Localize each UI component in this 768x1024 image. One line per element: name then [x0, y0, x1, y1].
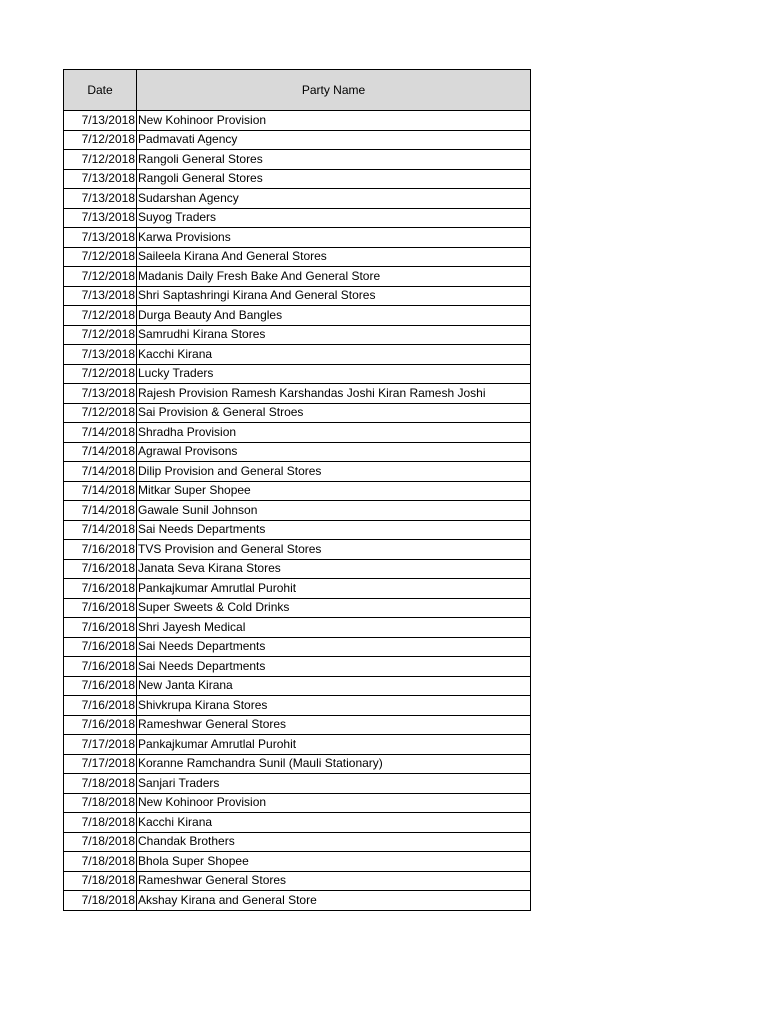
party-name-cell: Samrudhi Kirana Stores [137, 325, 531, 345]
date-cell: 7/14/2018 [64, 481, 137, 501]
date-cell: 7/13/2018 [64, 169, 137, 189]
table-row [64, 774, 531, 794]
date-cell: 7/12/2018 [64, 306, 137, 326]
date-cell: 7/16/2018 [64, 657, 137, 677]
party-name-cell: Pankajkumar Amrutlal Purohit [137, 735, 531, 755]
date-cell: 7/18/2018 [64, 832, 137, 852]
table-body [64, 111, 531, 911]
header-row [64, 70, 531, 111]
party-name-cell: New Janta Kirana [137, 676, 531, 696]
party-name-cell: New Kohinoor Provision [137, 793, 531, 813]
table-row [64, 384, 531, 404]
table-row [64, 481, 531, 501]
party-name-cell: Akshay Kirana and General Store [137, 891, 531, 911]
date-cell: 7/18/2018 [64, 871, 137, 891]
date-cell: 7/12/2018 [64, 267, 137, 287]
table-row [64, 598, 531, 618]
table-row [64, 793, 531, 813]
party-name-cell: Lucky Traders [137, 364, 531, 384]
party-name-cell: Shradha Provision [137, 423, 531, 443]
table-row [64, 442, 531, 462]
table-row [64, 462, 531, 482]
table-row [64, 208, 531, 228]
party-name-cell: Sai Needs Departments [137, 657, 531, 677]
table-row [64, 852, 531, 872]
table-row [64, 891, 531, 911]
party-name-cell: Karwa Provisions [137, 228, 531, 248]
date-cell: 7/16/2018 [64, 715, 137, 735]
date-cell: 7/16/2018 [64, 559, 137, 579]
party-name-cell: Padmavati Agency [137, 130, 531, 150]
party-name-cell: Bhola Super Shopee [137, 852, 531, 872]
date-column-header: Date [64, 70, 137, 111]
party-name-cell: Saileela Kirana And General Stores [137, 247, 531, 267]
party-name-cell: Dilip Provision and General Stores [137, 462, 531, 482]
table-row [64, 540, 531, 560]
date-cell: 7/16/2018 [64, 540, 137, 560]
party-name-cell: Rameshwar General Stores [137, 871, 531, 891]
party-name-cell: Gawale Sunil Johnson [137, 501, 531, 521]
party-name-cell: Madanis Daily Fresh Bake And General Store [137, 267, 531, 287]
table-row [64, 306, 531, 326]
party-name-column-header: Party Name [137, 70, 531, 111]
table-row [64, 189, 531, 209]
date-cell: 7/16/2018 [64, 579, 137, 599]
table-row [64, 637, 531, 657]
date-cell: 7/16/2018 [64, 637, 137, 657]
party-name-cell: Shivkrupa Kirana Stores [137, 696, 531, 716]
party-name-cell: Shri Jayesh Medical [137, 618, 531, 638]
table-row [64, 150, 531, 170]
date-cell: 7/16/2018 [64, 618, 137, 638]
table-row [64, 715, 531, 735]
date-cell: 7/12/2018 [64, 364, 137, 384]
date-cell: 7/13/2018 [64, 189, 137, 209]
date-cell: 7/13/2018 [64, 111, 137, 131]
date-cell: 7/12/2018 [64, 325, 137, 345]
date-cell: 7/13/2018 [64, 208, 137, 228]
date-cell: 7/13/2018 [64, 384, 137, 404]
party-name-cell: Koranne Ramchandra Sunil (Mauli Stationary) [137, 754, 531, 774]
table-row [64, 520, 531, 540]
table-row [64, 501, 531, 521]
date-cell: 7/13/2018 [64, 345, 137, 365]
party-table [63, 69, 531, 911]
party-name-cell: Suyog Traders [137, 208, 531, 228]
date-cell: 7/17/2018 [64, 735, 137, 755]
party-name-cell: Sai Needs Departments [137, 520, 531, 540]
date-cell: 7/18/2018 [64, 891, 137, 911]
party-name-cell: Rameshwar General Stores [137, 715, 531, 735]
date-cell: 7/12/2018 [64, 130, 137, 150]
date-cell: 7/12/2018 [64, 150, 137, 170]
party-name-cell: Agrawal Provisons [137, 442, 531, 462]
date-cell: 7/18/2018 [64, 813, 137, 833]
party-name-cell: Durga Beauty And Bangles [137, 306, 531, 326]
date-cell: 7/12/2018 [64, 403, 137, 423]
party-list-sheet [63, 69, 530, 911]
table-row [64, 832, 531, 852]
party-name-cell: Sai Provision & General Stroes [137, 403, 531, 423]
table-row [64, 579, 531, 599]
date-cell: 7/13/2018 [64, 286, 137, 306]
date-cell: 7/18/2018 [64, 852, 137, 872]
table-row [64, 364, 531, 384]
party-name-cell: Sudarshan Agency [137, 189, 531, 209]
party-name-cell: Kacchi Kirana [137, 813, 531, 833]
date-cell: 7/17/2018 [64, 754, 137, 774]
table-row [64, 754, 531, 774]
date-cell: 7/16/2018 [64, 598, 137, 618]
table-row [64, 111, 531, 131]
party-name-cell: Shri Saptashringi Kirana And General Stores [137, 286, 531, 306]
table-row [64, 267, 531, 287]
date-cell: 7/14/2018 [64, 423, 137, 443]
date-cell: 7/16/2018 [64, 676, 137, 696]
party-name-cell: Rangoli General Stores [137, 150, 531, 170]
party-name-cell: Mitkar Super Shopee [137, 481, 531, 501]
party-name-cell: Super Sweets & Cold Drinks [137, 598, 531, 618]
party-name-cell: Janata Seva Kirana Stores [137, 559, 531, 579]
date-cell: 7/14/2018 [64, 501, 137, 521]
party-name-cell: Pankajkumar Amrutlal Purohit [137, 579, 531, 599]
table-row [64, 559, 531, 579]
party-name-cell: TVS Provision and General Stores [137, 540, 531, 560]
table-row [64, 813, 531, 833]
table-row [64, 618, 531, 638]
table-row [64, 247, 531, 267]
date-cell: 7/12/2018 [64, 247, 137, 267]
table-row [64, 423, 531, 443]
party-name-cell: Rangoli General Stores [137, 169, 531, 189]
table-row [64, 228, 531, 248]
table-row [64, 657, 531, 677]
table-row [64, 169, 531, 189]
party-name-cell: Kacchi Kirana [137, 345, 531, 365]
date-cell: 7/14/2018 [64, 442, 137, 462]
table-row [64, 325, 531, 345]
party-name-cell: Chandak Brothers [137, 832, 531, 852]
date-cell: 7/16/2018 [64, 696, 137, 716]
party-name-cell: Rajesh Provision Ramesh Karshandas Joshi Kiran Ramesh Joshi [137, 384, 531, 404]
party-name-cell: Sanjari Traders [137, 774, 531, 794]
table-row [64, 871, 531, 891]
table-row [64, 130, 531, 150]
table-row [64, 286, 531, 306]
date-cell: 7/18/2018 [64, 793, 137, 813]
table-row [64, 676, 531, 696]
party-name-cell: New Kohinoor Provision [137, 111, 531, 131]
party-name-cell: Sai Needs Departments [137, 637, 531, 657]
table-row [64, 735, 531, 755]
table-row [64, 345, 531, 365]
table-row [64, 696, 531, 716]
date-cell: 7/18/2018 [64, 774, 137, 794]
date-cell: 7/14/2018 [64, 520, 137, 540]
date-cell: 7/13/2018 [64, 228, 137, 248]
table-row [64, 403, 531, 423]
date-cell: 7/14/2018 [64, 462, 137, 482]
